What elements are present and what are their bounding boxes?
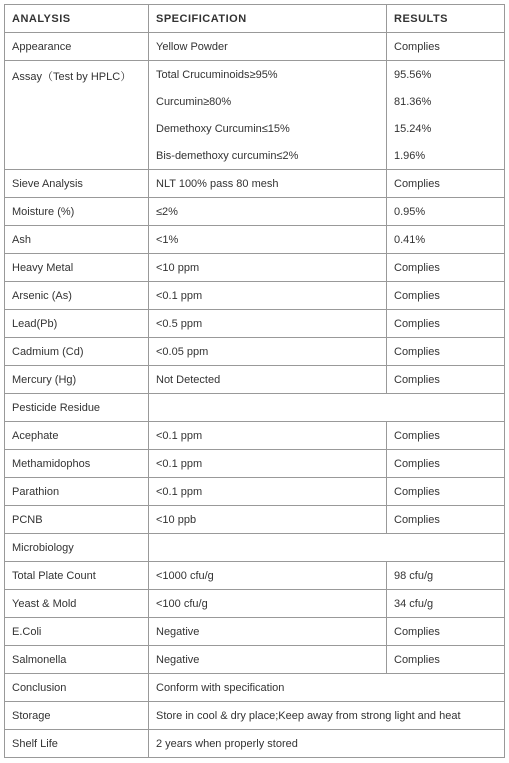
analysis-cell: Yeast & Mold: [5, 590, 149, 618]
results-cell: Complies: [387, 478, 505, 506]
table-row: [5, 170, 505, 198]
analysis-cell: Parathion: [5, 478, 149, 506]
analysis-cell: Acephate: [5, 422, 149, 450]
analysis-cell: Cadmium (Cd): [5, 338, 149, 366]
analysis-cell: Moisture (%): [5, 198, 149, 226]
specification-cell: ≤2%: [149, 198, 387, 226]
header-results: RESULTS: [387, 5, 505, 33]
analysis-cell: Total Plate Count: [5, 562, 149, 590]
table-row: [5, 422, 505, 450]
specification-cell: NLT 100% pass 80 mesh: [149, 170, 387, 198]
table-row: [5, 478, 505, 506]
analysis-cell: PCNB: [5, 506, 149, 534]
results-cell: Complies: [387, 450, 505, 478]
specification-cell: <0.1 ppm: [149, 282, 387, 310]
results-cell: Complies: [387, 282, 505, 310]
table-row: [5, 198, 505, 226]
table-row: [5, 338, 505, 366]
specification-cell: Negative: [149, 618, 387, 646]
results-cell: 98 cfu/g: [387, 562, 505, 590]
analysis-cell: Methamidophos: [5, 450, 149, 478]
results-cell: 1.96%: [387, 142, 505, 170]
section-row-pesticide: [5, 394, 505, 422]
results-cell: Complies: [387, 310, 505, 338]
specification-cell: Not Detected: [149, 366, 387, 394]
table-row: [5, 450, 505, 478]
results-cell: Complies: [387, 506, 505, 534]
table-row: [5, 618, 505, 646]
results-cell: 15.24%: [387, 115, 505, 142]
analysis-cell: Arsenic (As): [5, 282, 149, 310]
header-analysis: ANALYSIS: [5, 5, 149, 33]
table-row: [5, 33, 505, 61]
table-row: [5, 646, 505, 674]
conclusion-value: Conform with specification: [149, 674, 505, 702]
table-row: [5, 310, 505, 338]
section-empty-cell: [149, 394, 505, 422]
analysis-cell: Appearance: [5, 33, 149, 61]
header-specification: SPECIFICATION: [149, 5, 387, 33]
header-row: [5, 5, 505, 33]
results-cell: Complies: [387, 366, 505, 394]
specification-cell: Curcumin≥80%: [149, 88, 387, 115]
analysis-cell: E.Coli: [5, 618, 149, 646]
results-cell: Complies: [387, 646, 505, 674]
specification-cell: <1%: [149, 226, 387, 254]
specification-cell: Bis-demethoxy curcumin≤2%: [149, 142, 387, 170]
results-cell: 34 cfu/g: [387, 590, 505, 618]
results-cell: Complies: [387, 170, 505, 198]
coa-table: [4, 4, 505, 758]
specification-cell: Total Crucuminoids≥95%: [149, 61, 387, 89]
section-row-microbiology: [5, 534, 505, 562]
analysis-cell: Mercury (Hg): [5, 366, 149, 394]
analysis-cell: Shelf Life: [5, 730, 149, 758]
analysis-cell: Sieve Analysis: [5, 170, 149, 198]
table-row: [5, 506, 505, 534]
analysis-cell: Conclusion: [5, 674, 149, 702]
analysis-cell: Salmonella: [5, 646, 149, 674]
section-label: Microbiology: [5, 534, 149, 562]
analysis-cell: Heavy Metal: [5, 254, 149, 282]
results-cell: 95.56%: [387, 61, 505, 89]
results-cell: Complies: [387, 338, 505, 366]
analysis-cell: Storage: [5, 702, 149, 730]
results-cell: Complies: [387, 422, 505, 450]
specification-cell: <0.1 ppm: [149, 450, 387, 478]
analysis-cell: Lead(Pb): [5, 310, 149, 338]
specification-cell: Demethoxy Curcumin≤15%: [149, 115, 387, 142]
results-cell: 81.36%: [387, 88, 505, 115]
results-cell: Complies: [387, 618, 505, 646]
specification-cell: <1000 cfu/g: [149, 562, 387, 590]
results-cell: Complies: [387, 254, 505, 282]
shelf-life-value: 2 years when properly stored: [149, 730, 505, 758]
table-row: [5, 590, 505, 618]
table-row: [5, 226, 505, 254]
table-row: [5, 282, 505, 310]
specification-cell: Yellow Powder: [149, 33, 387, 61]
specification-cell: <10 ppb: [149, 506, 387, 534]
shelf-life-row: [5, 730, 505, 758]
specification-cell: <100 cfu/g: [149, 590, 387, 618]
assay-label: Assay（Test by HPLC）: [5, 61, 149, 170]
specification-cell: <0.5 ppm: [149, 310, 387, 338]
storage-value: Store in cool & dry place;Keep away from strong light and heat: [149, 702, 505, 730]
specification-cell: <0.05 ppm: [149, 338, 387, 366]
results-cell: 0.95%: [387, 198, 505, 226]
specification-cell: <10 ppm: [149, 254, 387, 282]
section-empty-cell: [149, 534, 505, 562]
analysis-cell: Ash: [5, 226, 149, 254]
specification-cell: Negative: [149, 646, 387, 674]
storage-row: [5, 702, 505, 730]
results-cell: 0.41%: [387, 226, 505, 254]
assay-row: [5, 61, 505, 89]
table-row: [5, 366, 505, 394]
specification-cell: <0.1 ppm: [149, 478, 387, 506]
specification-cell: <0.1 ppm: [149, 422, 387, 450]
table-row: [5, 254, 505, 282]
conclusion-row: [5, 674, 505, 702]
results-cell: Complies: [387, 33, 505, 61]
table-row: [5, 562, 505, 590]
section-label: Pesticide Residue: [5, 394, 149, 422]
